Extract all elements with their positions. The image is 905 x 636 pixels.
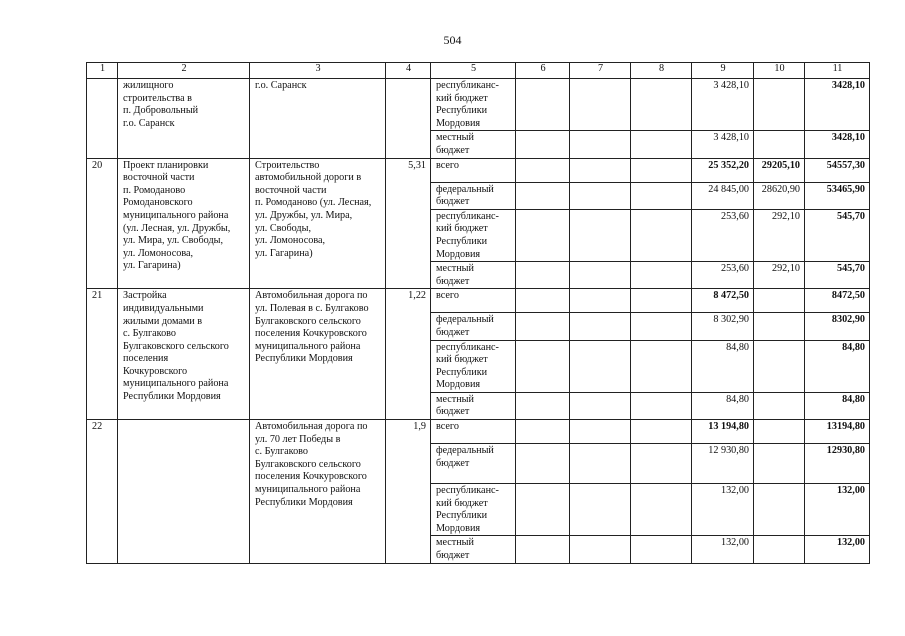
empty-cell <box>570 340 631 392</box>
object-cell: Автомобильная дорога по ул. 70 лет Победы в с. Булгаково Булгаковского сельского поселения Кочкуровского муниципального района Республики Мордовия <box>250 420 386 564</box>
col10-value <box>754 536 805 563</box>
header-cell: 2 <box>118 63 250 79</box>
funding-source-cell: республиканс- кий бюджет Республики Мордовия <box>431 79 516 131</box>
header-cell: 7 <box>570 63 631 79</box>
empty-cell <box>516 420 570 444</box>
row-number-cell: 21 <box>87 289 118 420</box>
funding-source-cell: всего <box>431 420 516 444</box>
empty-cell <box>631 158 692 182</box>
empty-cell <box>570 79 631 131</box>
empty-cell <box>570 536 631 563</box>
funding-source-cell: республиканс- кий бюджет Республики Мордовия <box>431 340 516 392</box>
col10-value <box>754 131 805 158</box>
col9-value: 84,80 <box>692 340 754 392</box>
empty-cell <box>570 289 631 313</box>
empty-cell <box>631 444 692 484</box>
col11-value: 8302,90 <box>805 313 870 340</box>
col11-value: 132,00 <box>805 484 870 536</box>
header-cell: 5 <box>431 63 516 79</box>
col9-value: 25 352,20 <box>692 158 754 182</box>
empty-cell <box>516 262 570 289</box>
funding-source-cell: всего <box>431 158 516 182</box>
empty-cell <box>516 131 570 158</box>
empty-cell <box>570 484 631 536</box>
empty-cell <box>570 131 631 158</box>
funding-source-cell: республиканс- кий бюджет Республики Мордовия <box>431 484 516 536</box>
col11-value: 13194,80 <box>805 420 870 444</box>
header-cell: 9 <box>692 63 754 79</box>
budget-table <box>86 62 870 564</box>
empty-cell <box>570 182 631 209</box>
col11-value: 545,70 <box>805 262 870 289</box>
empty-cell <box>631 182 692 209</box>
empty-cell <box>516 182 570 209</box>
col9-value: 253,60 <box>692 262 754 289</box>
funding-source-cell: местный бюджет <box>431 131 516 158</box>
empty-cell <box>631 209 692 261</box>
empty-cell <box>631 420 692 444</box>
header-cell: 10 <box>754 63 805 79</box>
col9-value: 13 194,80 <box>692 420 754 444</box>
funding-source-cell: федеральный бюджет <box>431 444 516 484</box>
col10-value: 292,10 <box>754 262 805 289</box>
header-cell: 8 <box>631 63 692 79</box>
object-cell: Строительство автомобильной дороги в восточной части п. Ромоданово (ул. Лесная, ул. Дружбы, ул. Мира, ул. Свободы, ул. Ломоносова, ул. Гагарина) <box>250 158 386 289</box>
page-number: 504 <box>443 33 462 47</box>
col11-value: 53465,90 <box>805 182 870 209</box>
empty-cell <box>516 340 570 392</box>
row-number-cell: 22 <box>87 420 118 564</box>
empty-cell <box>631 262 692 289</box>
empty-cell <box>631 289 692 313</box>
empty-cell <box>516 158 570 182</box>
col11-value: 12930,80 <box>805 444 870 484</box>
table-row <box>87 158 870 182</box>
area-name-cell: жилищного строительства в п. Добровольный г.о. Саранск <box>118 79 250 159</box>
empty-cell <box>516 536 570 563</box>
row-number-cell <box>87 79 118 159</box>
col9-value: 132,00 <box>692 484 754 536</box>
col10-value <box>754 484 805 536</box>
empty-cell <box>631 340 692 392</box>
object-cell: г.о. Саранск <box>250 79 386 159</box>
empty-cell <box>516 484 570 536</box>
col10-value <box>754 289 805 313</box>
empty-cell <box>570 420 631 444</box>
col11-value: 132,00 <box>805 536 870 563</box>
empty-cell <box>631 392 692 419</box>
col11-value: 545,70 <box>805 209 870 261</box>
funding-source-cell: местный бюджет <box>431 536 516 563</box>
area-name-cell <box>118 420 250 564</box>
funding-source-cell: местный бюджет <box>431 392 516 419</box>
empty-cell <box>516 79 570 131</box>
table-row <box>87 79 870 131</box>
header-cell: 6 <box>516 63 570 79</box>
col11-value: 3428,10 <box>805 79 870 131</box>
col10-value <box>754 79 805 131</box>
length-cell: 1,9 <box>386 420 431 564</box>
empty-cell <box>570 262 631 289</box>
col11-value: 84,80 <box>805 340 870 392</box>
col9-value: 8 472,50 <box>692 289 754 313</box>
object-cell: Автомобильная дорога по ул. Полевая в с. Булгаково Булгаковского сельского поселения Кочкуровского муниципального района Республики Мордовия <box>250 289 386 420</box>
header-cell: 11 <box>805 63 870 79</box>
funding-source-cell: республиканс- кий бюджет Республики Мордовия <box>431 209 516 261</box>
col10-value <box>754 340 805 392</box>
empty-cell <box>631 536 692 563</box>
empty-cell <box>516 313 570 340</box>
empty-cell <box>631 79 692 131</box>
empty-cell <box>570 313 631 340</box>
header-cell: 1 <box>87 63 118 79</box>
funding-source-cell: всего <box>431 289 516 313</box>
funding-source-cell: федеральный бюджет <box>431 182 516 209</box>
length-cell: 1,22 <box>386 289 431 420</box>
row-number-cell: 20 <box>87 158 118 289</box>
area-name-cell: Застройка индивидуальными жилыми домами в с. Булгаково Булгаковского сельского поселения Кочкуровского муниципального района Республики Мордовия <box>118 289 250 420</box>
length-cell: 5,31 <box>386 158 431 289</box>
empty-cell <box>631 131 692 158</box>
table-header-row <box>87 63 870 79</box>
area-name-cell: Проект планировки восточной части п. Ромоданово Ромодановского муниципального района (ул. Лесная, ул. Дружбы, ул. Мира, ул. Свободы, ул. Ломоносова, ул. Гагарина) <box>118 158 250 289</box>
table-row <box>87 289 870 313</box>
col11-value: 84,80 <box>805 392 870 419</box>
col11-value: 54557,30 <box>805 158 870 182</box>
col9-value: 253,60 <box>692 209 754 261</box>
col9-value: 24 845,00 <box>692 182 754 209</box>
col10-value: 29205,10 <box>754 158 805 182</box>
col11-value: 8472,50 <box>805 289 870 313</box>
col11-value: 3428,10 <box>805 131 870 158</box>
col9-value: 132,00 <box>692 536 754 563</box>
empty-cell <box>516 209 570 261</box>
empty-cell <box>631 313 692 340</box>
empty-cell <box>570 158 631 182</box>
empty-cell <box>516 289 570 313</box>
col10-value <box>754 444 805 484</box>
funding-source-cell: федеральный бюджет <box>431 313 516 340</box>
empty-cell <box>570 392 631 419</box>
empty-cell <box>631 484 692 536</box>
empty-cell <box>570 444 631 484</box>
empty-cell <box>516 444 570 484</box>
col9-value: 3 428,10 <box>692 79 754 131</box>
funding-source-cell: местный бюджет <box>431 262 516 289</box>
col9-value: 12 930,80 <box>692 444 754 484</box>
empty-cell <box>570 209 631 261</box>
col10-value <box>754 420 805 444</box>
col10-value <box>754 313 805 340</box>
col9-value: 8 302,90 <box>692 313 754 340</box>
col10-value: 292,10 <box>754 209 805 261</box>
col10-value <box>754 392 805 419</box>
length-cell <box>386 79 431 159</box>
table-row <box>87 420 870 444</box>
col10-value: 28620,90 <box>754 182 805 209</box>
col9-value: 84,80 <box>692 392 754 419</box>
col9-value: 3 428,10 <box>692 131 754 158</box>
header-cell: 4 <box>386 63 431 79</box>
header-cell: 3 <box>250 63 386 79</box>
empty-cell <box>516 392 570 419</box>
